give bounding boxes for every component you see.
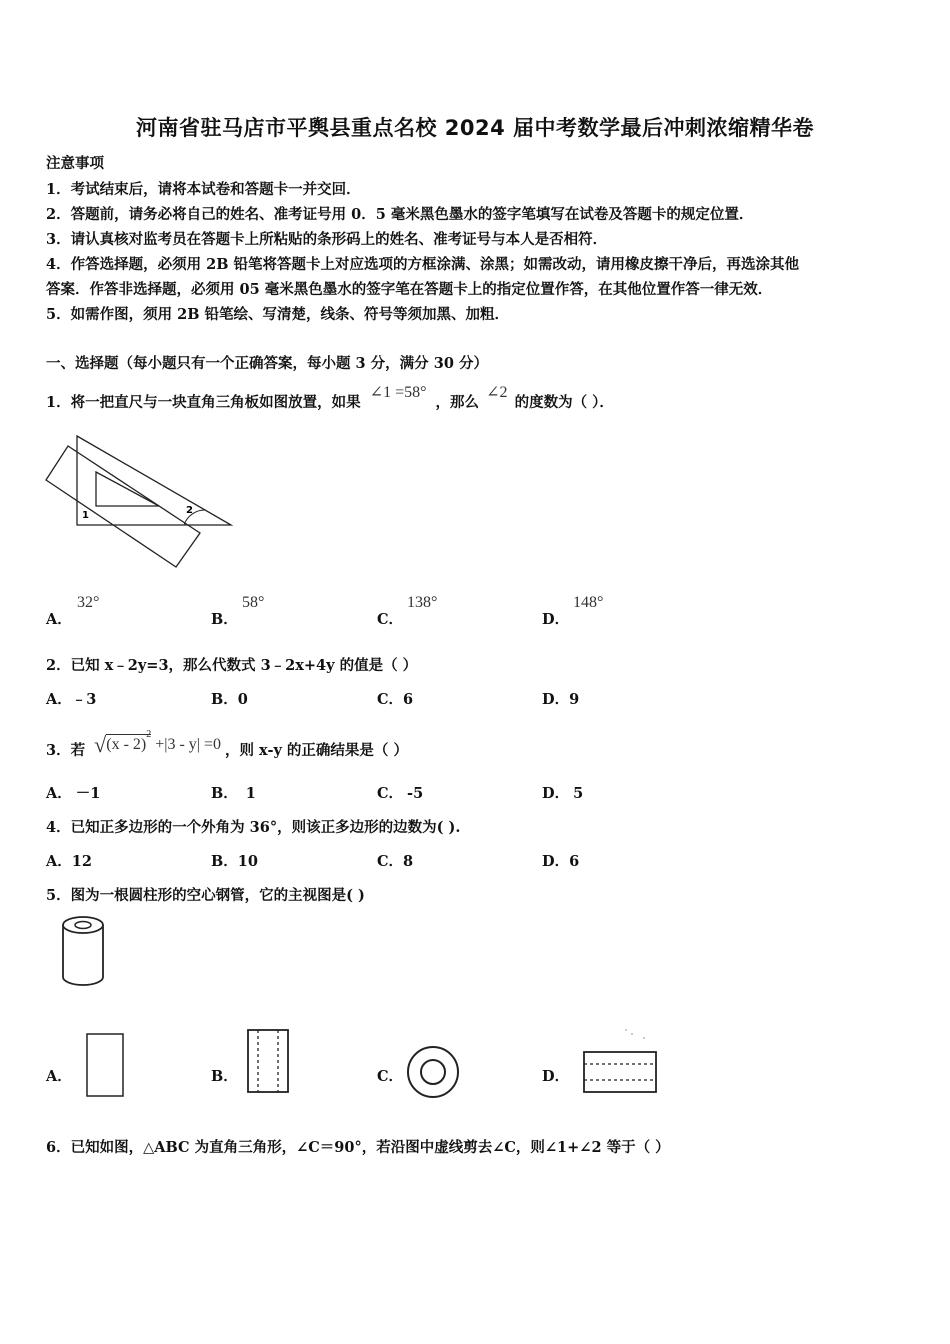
- q1-text-post: 的度数为（ ）．: [514, 394, 614, 411]
- question-6: 6．已知如图，△ABC 为直角三角形，∠C＝90°，若沿图中虚线剪去∠C，则∠1+∠2 等于（ ）: [46, 1139, 670, 1156]
- question-2: 2．已知 x﹣2y=3，那么代数式 3﹣2x+4y 的值是（ ）: [46, 657, 418, 674]
- sqrt-sign-icon: √: [94, 732, 107, 757]
- q1-option-b-value: 58°: [242, 594, 265, 611]
- q4-option-a-label: A．: [46, 853, 72, 870]
- q3-abs-term: +|3 - y| =0: [155, 736, 221, 753]
- q4-option-b-value: 10: [237, 853, 258, 870]
- q3-option-c-value: -5: [407, 785, 424, 802]
- q2-option-b[interactable]: [211, 688, 248, 709]
- q1-option-c-label[interactable]: C．: [377, 611, 404, 628]
- q4-option-a[interactable]: [46, 850, 92, 871]
- q5-option-a-figure[interactable]: [86, 1033, 124, 1097]
- q1-angle1-expr: ∠1 =58°: [369, 384, 427, 401]
- q3-option-c[interactable]: [377, 782, 423, 803]
- q2-option-a-value: ﹣3: [71, 691, 97, 708]
- q4-option-b[interactable]: [211, 850, 258, 871]
- question-1: [46, 384, 614, 412]
- q1-option-c-value: 138°: [407, 594, 438, 611]
- page-title: 河南省驻马店市平舆县重点名校 2024 届中考数学最后冲刺浓缩精华卷: [135, 116, 815, 140]
- q3-text-post: ，则 x-y 的正确结果是（ ）: [225, 742, 408, 759]
- q3-option-d-label: D．: [542, 785, 570, 802]
- q5-option-d-figure[interactable]: [582, 1026, 658, 1094]
- q5-option-a-label[interactable]: A．: [46, 1068, 72, 1085]
- ruler-triangle-figure: [44, 436, 239, 571]
- notice-item: 4．作答选择题，必须用 2B 铅笔将答题卡上对应选项的方框涂满、涂黑；如需改动，请用橡皮擦干净后，再选涂其他: [46, 256, 800, 273]
- q2-option-c-label: C．: [377, 691, 404, 708]
- q2-option-b-value: 0: [237, 691, 248, 708]
- q4-option-c[interactable]: [377, 850, 413, 871]
- q5-option-c-label[interactable]: C．: [377, 1068, 404, 1085]
- q2-option-d[interactable]: [542, 688, 579, 709]
- q2-option-d-value: 9: [569, 691, 580, 708]
- q4-option-d-value: 6: [569, 853, 580, 870]
- q4-option-d-label: D．: [542, 853, 570, 870]
- q1-angle2-expr: ∠2: [486, 384, 508, 401]
- q1-option-a-label[interactable]: A．: [46, 611, 72, 628]
- notice-item: 2．答题前，请务必将自己的姓名、准考证号用 0．5 毫米黑色墨水的签字笔填写在试卷及答题卡的规定位置．: [46, 206, 754, 223]
- q4-option-b-label: B．: [211, 853, 238, 870]
- notice-item: 1．考试结束后，请将本试卷和答题卡一并交回．: [46, 181, 361, 198]
- q1-option-a-value: 32°: [77, 594, 100, 611]
- question-3: [46, 729, 408, 761]
- q1-option-d-value: 148°: [573, 594, 604, 611]
- q2-option-d-label: D．: [542, 691, 570, 708]
- notice-item: 3．请认真核对监考员在答题卡上所粘贴的条形码上的姓名、准考证号与本人是否相符．: [46, 231, 608, 248]
- notice-heading: 注意事项: [46, 155, 104, 172]
- q3-option-c-label: C．: [377, 785, 404, 802]
- notice-item: 答案．作答非选择题，必须用 05 毫米黑色墨水的签字笔在答题卡上的指定位置作答，在其他位置作答一律无效．: [46, 281, 773, 298]
- q3-option-b-label: B．: [211, 785, 238, 802]
- fig-label-1: 1: [82, 510, 89, 521]
- q1-text-mid: ，那么: [435, 394, 480, 411]
- q4-option-c-value: 8: [403, 853, 414, 870]
- q3-option-a-value: －1: [75, 785, 101, 802]
- question-5: 5．图为一根圆柱形的空心钢管，它的主视图是( ): [46, 887, 365, 904]
- q1-option-b-label[interactable]: B．: [211, 611, 238, 628]
- section-heading: 一、选择题（每小题只有一个正确答案，每小题 3 分，满分 30 分）: [46, 355, 488, 372]
- question-4: 4．已知正多边形的一个外角为 36°，则该正多边形的边数为( ).: [46, 819, 461, 836]
- q2-option-a-label: A．: [46, 691, 72, 708]
- q4-option-a-value: 12: [71, 853, 92, 870]
- q1-text-pre: 1．将一把直尺与一块直角三角板如图放置，如果: [46, 394, 361, 411]
- q5-option-b-figure[interactable]: [246, 1029, 290, 1093]
- q1-option-d-label[interactable]: D．: [542, 611, 570, 628]
- q5-option-b-label[interactable]: B．: [211, 1068, 238, 1085]
- hollow-pipe-figure: [60, 915, 106, 987]
- q3-equation: [94, 729, 225, 757]
- q2-option-c[interactable]: [377, 688, 413, 709]
- fig-label-2: 2: [186, 505, 193, 516]
- q2-option-b-label: B．: [211, 691, 238, 708]
- q3-option-b[interactable]: [211, 782, 256, 803]
- q3-option-a-label: A．: [46, 785, 72, 802]
- q2-option-c-value: 6: [403, 691, 414, 708]
- q3-radicand: (x - 2)$^2$: [106, 729, 152, 753]
- q3-option-b-value: 1: [245, 785, 256, 802]
- q3-option-d-value: 5: [573, 785, 584, 802]
- q3-text-pre: 3．若: [46, 742, 86, 759]
- q4-option-d[interactable]: [542, 850, 579, 871]
- q2-option-a[interactable]: [46, 688, 96, 709]
- q3-option-d[interactable]: [542, 782, 583, 803]
- q4-option-c-label: C．: [377, 853, 404, 870]
- notice-item: 5．如需作图，须用 2B 铅笔绘、写清楚，线条、符号等须加黑、加粗．: [46, 306, 510, 323]
- q5-option-c-figure[interactable]: [406, 1045, 460, 1099]
- q3-option-a[interactable]: [46, 782, 100, 803]
- q5-option-d-label[interactable]: D．: [542, 1068, 570, 1085]
